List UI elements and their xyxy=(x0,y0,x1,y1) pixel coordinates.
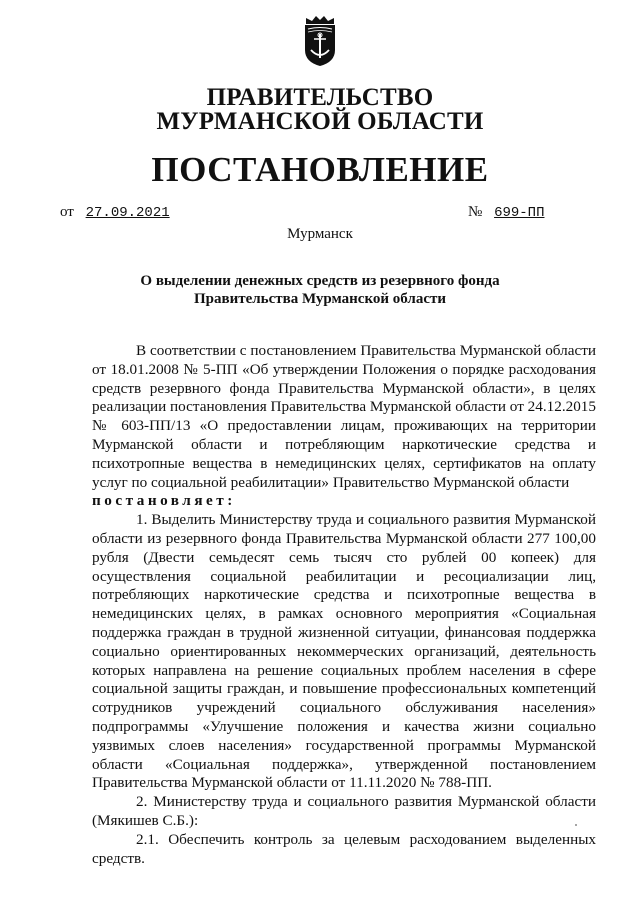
clause-1-paragraph: 1. Выделить Министерству труда и социального развития Мурманской области из резервного фонда Правительства Мурманской области 277 100,00 рубля (Двести семьдесят семь тысяч сто рублей 00 копеек) для осуществления социальной реабилитации и ресоциализации лиц, потребляющих наркотические средства и психотропные вещества в немедицинских целях, в рамках основного мероприятия «Социальная поддержка граждан в трудной жизненной ситуации, финансовая поддержка социально ориентированных некоммерческих организаций, деятельность которых направлена на решение социальных проблем населения в сфере социальной защиты граждан, и повышение профессиональных компетенций сотрудников учреждений социального обслуживания населения» подпрограммы «Улучшение положения и качества жизни социально уязвимых слоев населения» государственной программы Мурманской области «Социальная поддержка», утвержденной постановлением Правительства Мурманской области от 11.11.2020 № 788-ПП. xyxy=(92,511,596,792)
document-subject xyxy=(0,272,640,308)
preamble-paragraph: В соответствии с постановлением Правительства Мурманской области от 18.01.2008 № 5-ПП «Об утверждении Положения о порядке расходования средств резервного фонда Правительства Мурманской области», в целях реализации постановления Правительства Мурманской области от 24.12.2015 № 603-ПП/13 «О предоставлении лицам, проживающих на территории Мурманской области и потребляющим наркотические средства и психотропные вещества в немедицинских целях, сертификатов на оплату услуг по социальной реабилитации» Правительство Мурманской области xyxy=(92,342,596,491)
city-name: Мурманск xyxy=(287,226,353,242)
number-prefix: № xyxy=(468,204,483,220)
document-number xyxy=(468,204,574,221)
clause-2-paragraph: 2. Министерству труда и социального развития Мурманской области (Мякишев С.Б.): xyxy=(92,793,596,829)
resolves-word: постановляет: xyxy=(92,492,236,510)
government-name-line2: МУРМАНСКОЙ ОБЛАСТИ xyxy=(156,108,484,135)
document-date xyxy=(60,204,178,221)
government-name xyxy=(0,86,640,134)
document-body xyxy=(92,342,596,868)
coat-of-arms-icon xyxy=(298,14,342,68)
subject-line2: Правительства Мурманской области xyxy=(193,291,447,307)
government-name-line1: ПРАВИТЕЛЬСТВО xyxy=(206,84,434,111)
subject-line1: О выделении денежных средств из резервного фонда xyxy=(140,273,500,289)
clause-2-1-paragraph: 2.1. Обеспечить контроль за целевым расходованием выделенных средств. xyxy=(92,830,596,867)
date-prefix: от xyxy=(60,204,74,220)
document-type-title: ПОСТАНОВЛЕНИЕ xyxy=(151,150,489,189)
scan-speck xyxy=(575,824,577,826)
number-value: 699-ПП xyxy=(494,205,545,221)
date-value: 27.09.2021 xyxy=(85,205,170,221)
